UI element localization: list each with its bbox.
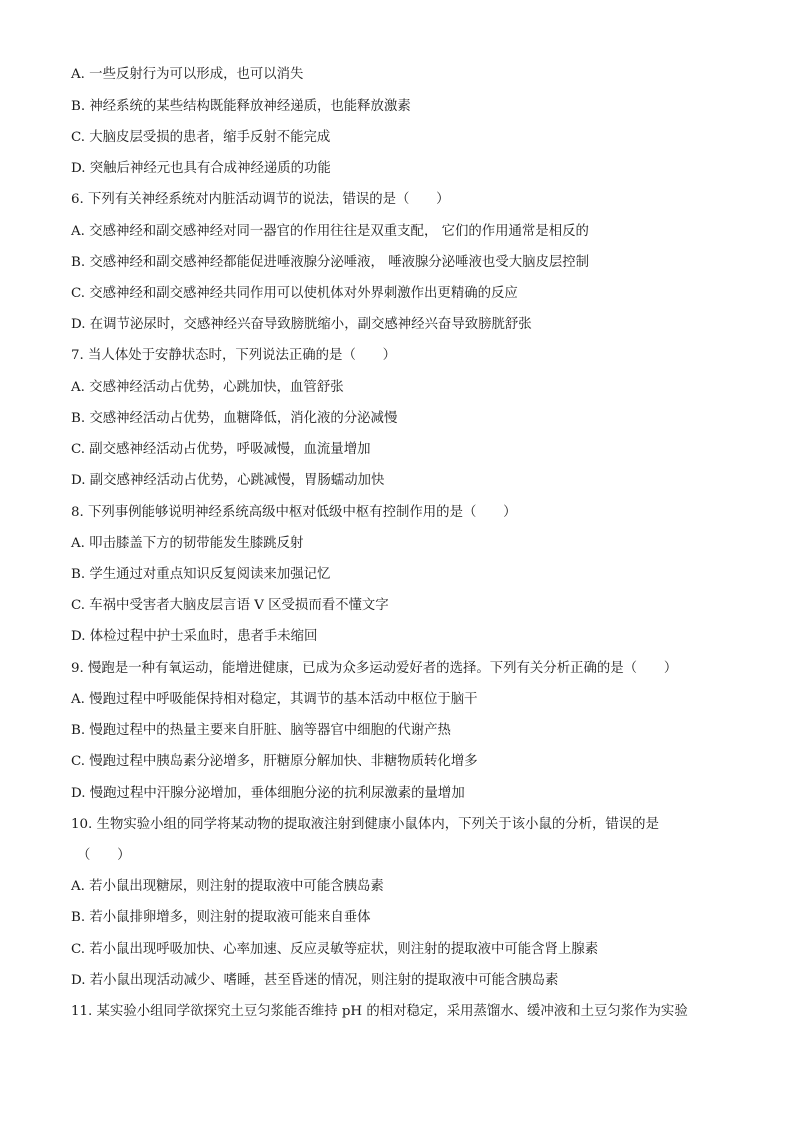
option-10b: B. 若小鼠排卵增多，则注射的提取液可能来自垂体 (71, 910, 371, 925)
option-7a: A. 交感神经活动占优势，心跳加快，血管舒张 (71, 380, 344, 395)
question-10-bracket: （ ） (77, 848, 131, 863)
option-10d: D. 若小鼠出现活动减少、嗜睡，甚至昏迷的情况，则注射的提取液中可能含胰岛素 (71, 973, 559, 988)
option-10a: A. 若小鼠出现糖尿，则注射的提取液中可能含胰岛素 (71, 879, 384, 894)
option-5c: C. 大脑皮层受损的患者，缩手反射不能完成 (71, 130, 331, 145)
option-9a: A. 慢跑过程中呼吸能保持相对稳定，其调节的基本活动中枢位于脑干 (71, 692, 478, 707)
option-6b: B. 交感神经和副交感神经都能促进唾液腺分泌唾液， 唾液腺分泌唾液也受大脑皮层控制 (71, 255, 590, 270)
option-9b: B. 慢跑过程中的热量主要来自肝脏、脑等器官中细胞的代谢产热 (71, 723, 451, 738)
option-8a: A. 叩击膝盖下方的韧带能发生膝跳反射 (71, 536, 304, 551)
question-8: 8. 下列事例能够说明神经系统高级中枢对低级中枢有控制作用的是（ ） (71, 505, 517, 520)
option-8b: B. 学生通过对重点知识反复阅读来加强记忆 (71, 567, 331, 582)
option-9c: C. 慢跑过程中胰岛素分泌增多，肝糖原分解加快、非糖物质转化增多 (71, 754, 478, 769)
option-7c: C. 副交感神经活动占优势，呼吸减慢，血流量增加 (71, 442, 371, 457)
option-6c: C. 交感神经和副交感神经共同作用可以使机体对外界刺激作出更精确的反应 (71, 286, 518, 301)
option-6d: D. 在调节泌尿时，交感神经兴奋导致膀胱缩小，副交感神经兴奋导致膀胱舒张 (71, 317, 532, 332)
question-11: 11. 某实验小组同学欲探究土豆匀浆能否维持 pH 的相对稳定，采用蒸馏水、缓冲液和土豆匀浆作为实验 (71, 1004, 688, 1019)
question-10: 10. 生物实验小组的同学将某动物的提取液注射到健康小鼠体内，下列关于该小鼠的分析，错误的是 (71, 817, 659, 832)
option-5d: D. 突触后神经元也具有合成神经递质的功能 (71, 161, 331, 176)
question-9: 9. 慢跑是一种有氧运动，能增进健康，已成为众多运动爱好者的选择。下列有关分析正确的是（ ） (71, 661, 678, 676)
option-8c: C. 车祸中受害者大脑皮层言语 V 区受损而看不懂文字 (71, 598, 389, 613)
question-6: 6. 下列有关神经系统对内脏活动调节的说法，错误的是（ ） (71, 192, 450, 207)
option-7b: B. 交感神经活动占优势，血糖降低，消化液的分泌减慢 (71, 411, 398, 426)
option-8d: D. 体检过程中护士采血时，患者手未缩回 (71, 629, 318, 644)
option-7d: D. 副交感神经活动占优势，心跳减慢，胃肠蠕动加快 (71, 473, 385, 488)
option-9d: D. 慢跑过程中汗腺分泌增加，垂体细胞分泌的抗利尿激素的量增加 (71, 786, 465, 801)
option-5a: A. 一些反射行为可以形成，也可以消失 (71, 67, 304, 82)
option-6a: A. 交感神经和副交感神经对同一器官的作用往往是双重支配， 它们的作用通常是相反的 (71, 224, 589, 239)
option-5b: B. 神经系统的某些结构既能释放神经递质，也能释放激素 (71, 99, 411, 114)
question-7: 7. 当人体处于安静状态时，下列说法正确的是（ ） (71, 348, 397, 363)
option-10c: C. 若小鼠出现呼吸加快、心率加速、反应灵敏等症状，则注射的提取液中可能含肾上腺素 (71, 942, 599, 957)
